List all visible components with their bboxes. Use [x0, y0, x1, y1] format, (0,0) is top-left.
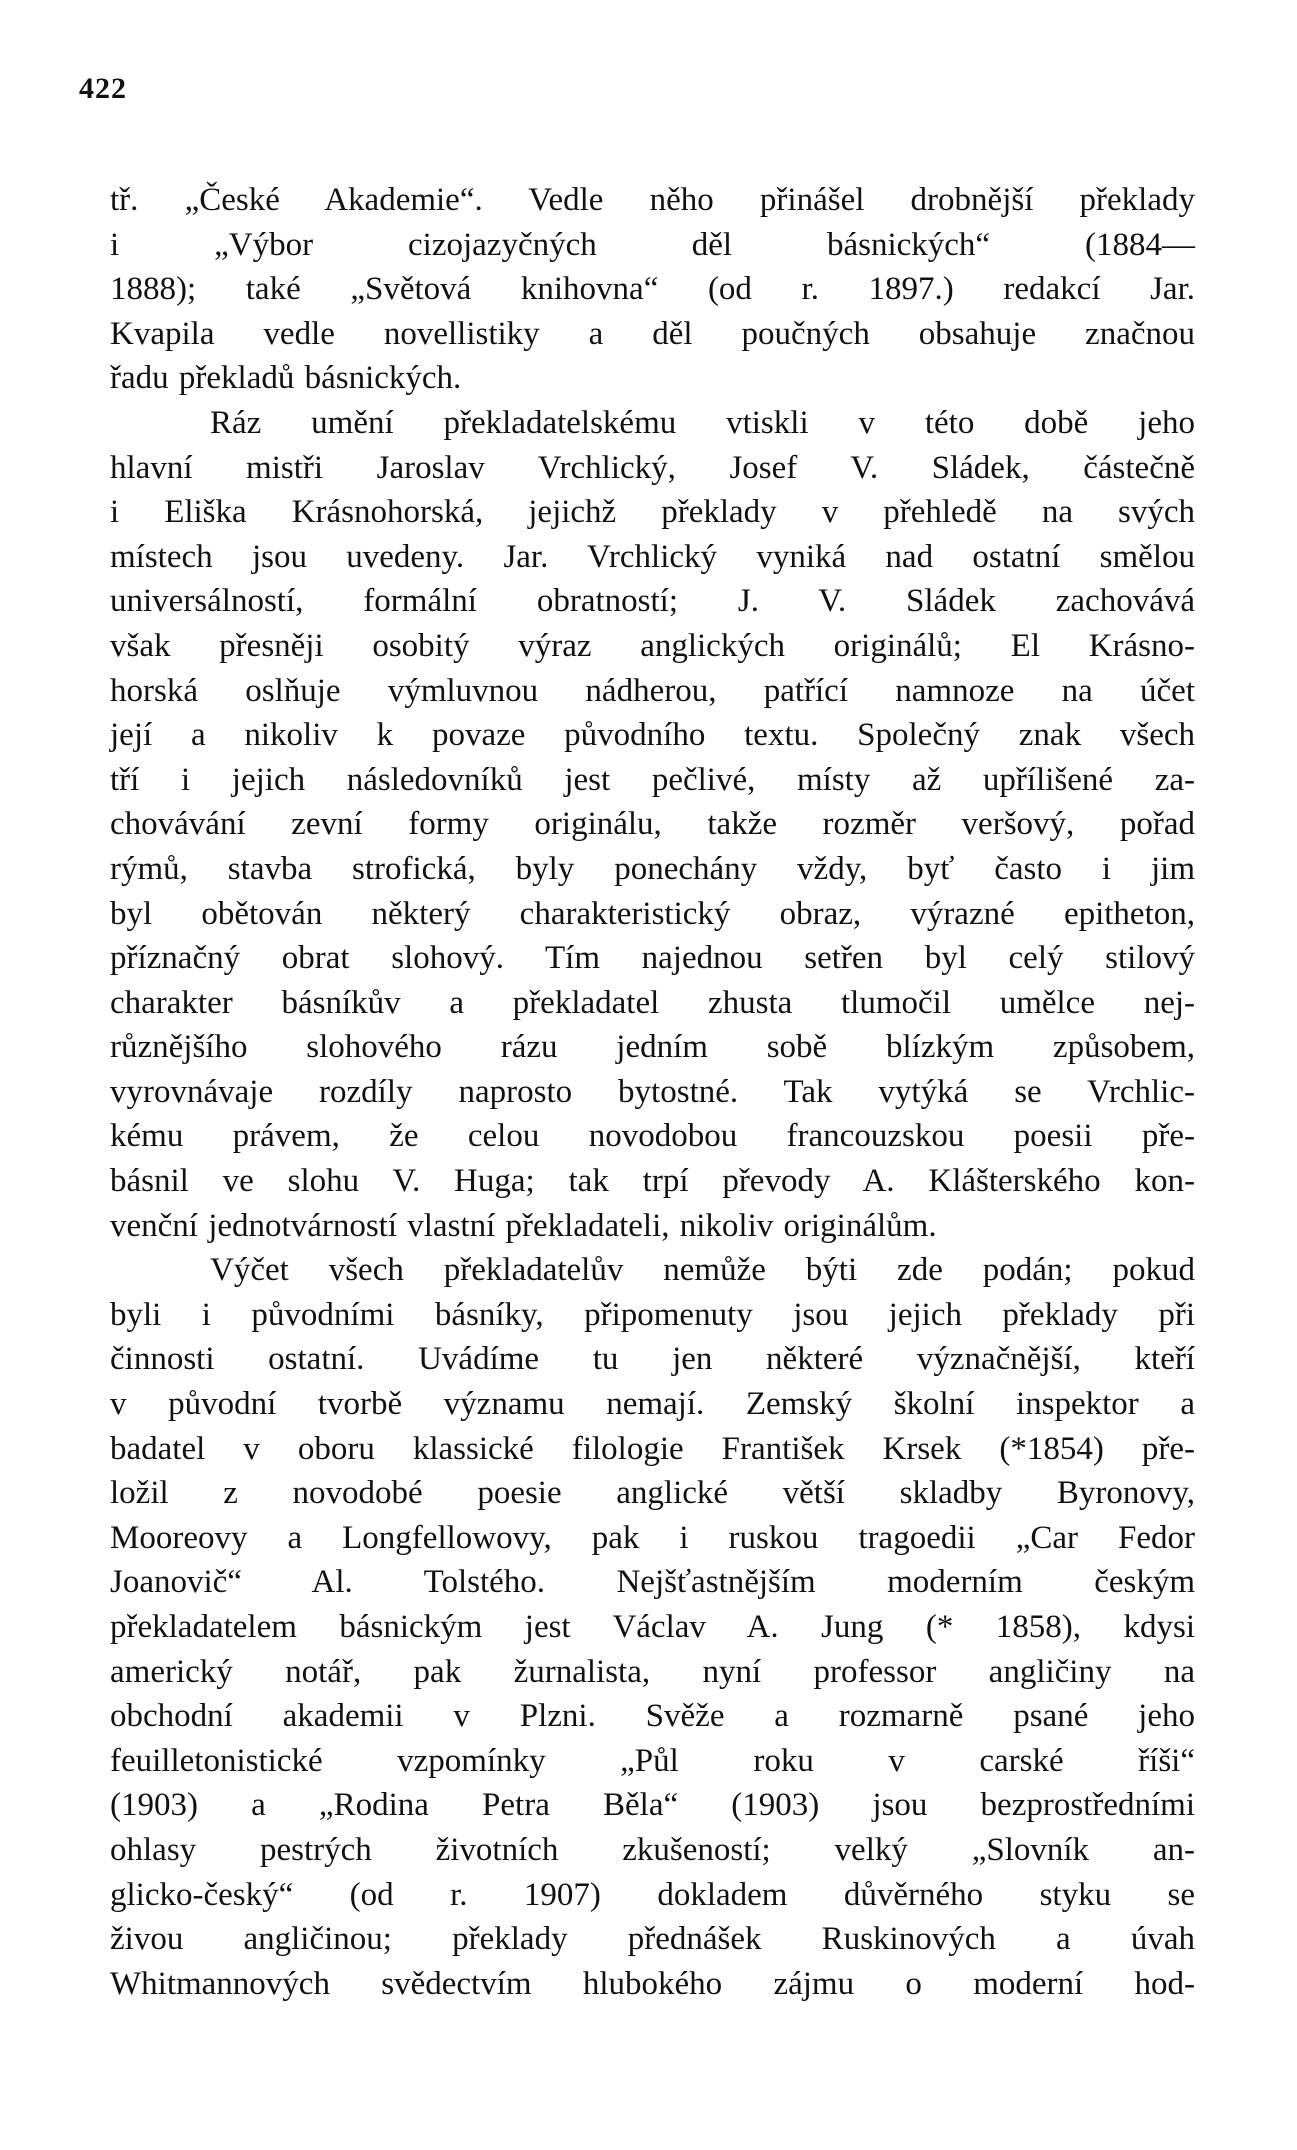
- text-line: rýmů, stavba strofická, byly ponechány vždy, byť často i jim: [110, 850, 1195, 887]
- text-line: ložil z novodobé poesie anglické větší skladby Byronovy,: [110, 1475, 1195, 1512]
- text-line: i Eliška Krásnohorská, jejichž překlady v přehledě na svých: [110, 494, 1195, 531]
- text-line: tř. „České Akademie“. Vedle něho přinášel drobnější překlady: [110, 182, 1195, 218]
- text-line: feuilletonistické vzpomínky „Půl roku v carské říši“: [110, 1742, 1195, 1779]
- text-line: 1888); také „Světová knihovna“ (od r. 1897.) redakcí Jar.: [110, 271, 1195, 308]
- text-line: básnil ve slohu V. Huga; tak trpí převody A. Klášterského kon-: [110, 1163, 1195, 1200]
- text-line: chovávání zevní formy originálu, takže rozměr veršový, pořad: [110, 806, 1195, 843]
- text-line: však přesněji osobitý výraz anglických originálů; El Krásno-: [110, 627, 1195, 664]
- text-line: universálností, formální obratností; J. V. Sládek zachovává: [110, 583, 1195, 620]
- paragraph-end-line: řadu překladů básnických.: [110, 360, 462, 397]
- text-line: Joanovič“ Al. Tolstého. Nejšťastnějším moderním českým: [110, 1564, 1195, 1601]
- text-line: obchodní akademii v Plzni. Svěže a rozmarně psané jeho: [110, 1698, 1195, 1735]
- text-line: i „Výbor cizojazyčných děl básnických“ (1884—: [110, 226, 1195, 263]
- page-number: 422: [79, 72, 127, 105]
- paragraph-start-line: Výčet všech překladatelův nemůže býti zde podán; pokud: [210, 1252, 1195, 1289]
- text-line: příznačný obrat slohový. Tím najednou setřen byl celý stilový: [110, 940, 1195, 977]
- text-line: překladatelem básnickým jest Václav A. Jung (* 1858), kdysi: [110, 1609, 1195, 1645]
- text-line: glicko-český“ (od r. 1907) dokladem důvěrného styku se: [110, 1876, 1195, 1913]
- text-line: tří i jejich následovníků jest pečlivé, místy až upřílišené za-: [110, 761, 1195, 798]
- text-line: kému právem, že celou novodobou francouzskou poesii pře-: [110, 1118, 1195, 1155]
- paragraph-end-line: venční jednotvárností vlastní překladateli, nikoliv originálům.: [110, 1207, 937, 1244]
- text-line: hlavní mistři Jaroslav Vrchlický, Josef V. Sládek, částečně: [110, 449, 1195, 486]
- text-line: různějšího slohového rázu jedním sobě blízkým způsobem,: [110, 1029, 1195, 1066]
- text-line: Mooreovy a Longfellowovy, pak i ruskou tragoedii „Car Fedor: [110, 1519, 1195, 1556]
- text-line: badatel v oboru klassické filologie František Krsek (*1854) pře-: [110, 1430, 1195, 1467]
- text-line: byli i původními básníky, připomenuty jsou jejich překlady při: [110, 1296, 1195, 1333]
- text-line: vyrovnávaje rozdíly naprosto bytostné. Tak vytýká se Vrchlic-: [110, 1073, 1195, 1110]
- text-line: místech jsou uvedeny. Jar. Vrchlický vyniká nad ostatní smělou: [110, 538, 1195, 575]
- text-line: charakter básníkův a překladatel zhusta tlumočil umělce nej-: [110, 984, 1195, 1021]
- text-line: činnosti ostatní. Uvádíme tu jen některé význačnější, kteří: [110, 1341, 1195, 1378]
- text-line: horská oslňuje výmluvnou nádherou, patřící namnoze na účet: [110, 672, 1195, 709]
- text-line: živou angličinou; překlady přednášek Ruskinových a úvah: [110, 1921, 1195, 1958]
- text-line: byl obětován některý charakteristický obraz, výrazné epitheton,: [110, 895, 1195, 932]
- text-line: americký notář, pak žurnalista, nyní professor angličiny na: [110, 1653, 1195, 1690]
- paragraph-start-line: Ráz umění překladatelskému vtiskli v této době jeho: [210, 404, 1195, 441]
- text-line: ohlasy pestrých životních zkušeností; velký „Slovník an-: [110, 1831, 1195, 1868]
- body-text: [110, 178, 1195, 2006]
- text-line: (1903) a „Rodina Petra Běla“ (1903) jsou bezprostředními: [110, 1787, 1195, 1824]
- text-line: Whitmannových svědectvím hlubokého zájmu o moderní hod-: [110, 1965, 1195, 2002]
- text-line: v původní tvorbě významu nemají. Zemský školní inspektor a: [110, 1386, 1195, 1423]
- text-line: její a nikoliv k povaze původního textu. Společný znak všech: [110, 717, 1195, 754]
- text-line: Kvapila vedle novellistiky a děl poučných obsahuje značnou: [110, 315, 1195, 352]
